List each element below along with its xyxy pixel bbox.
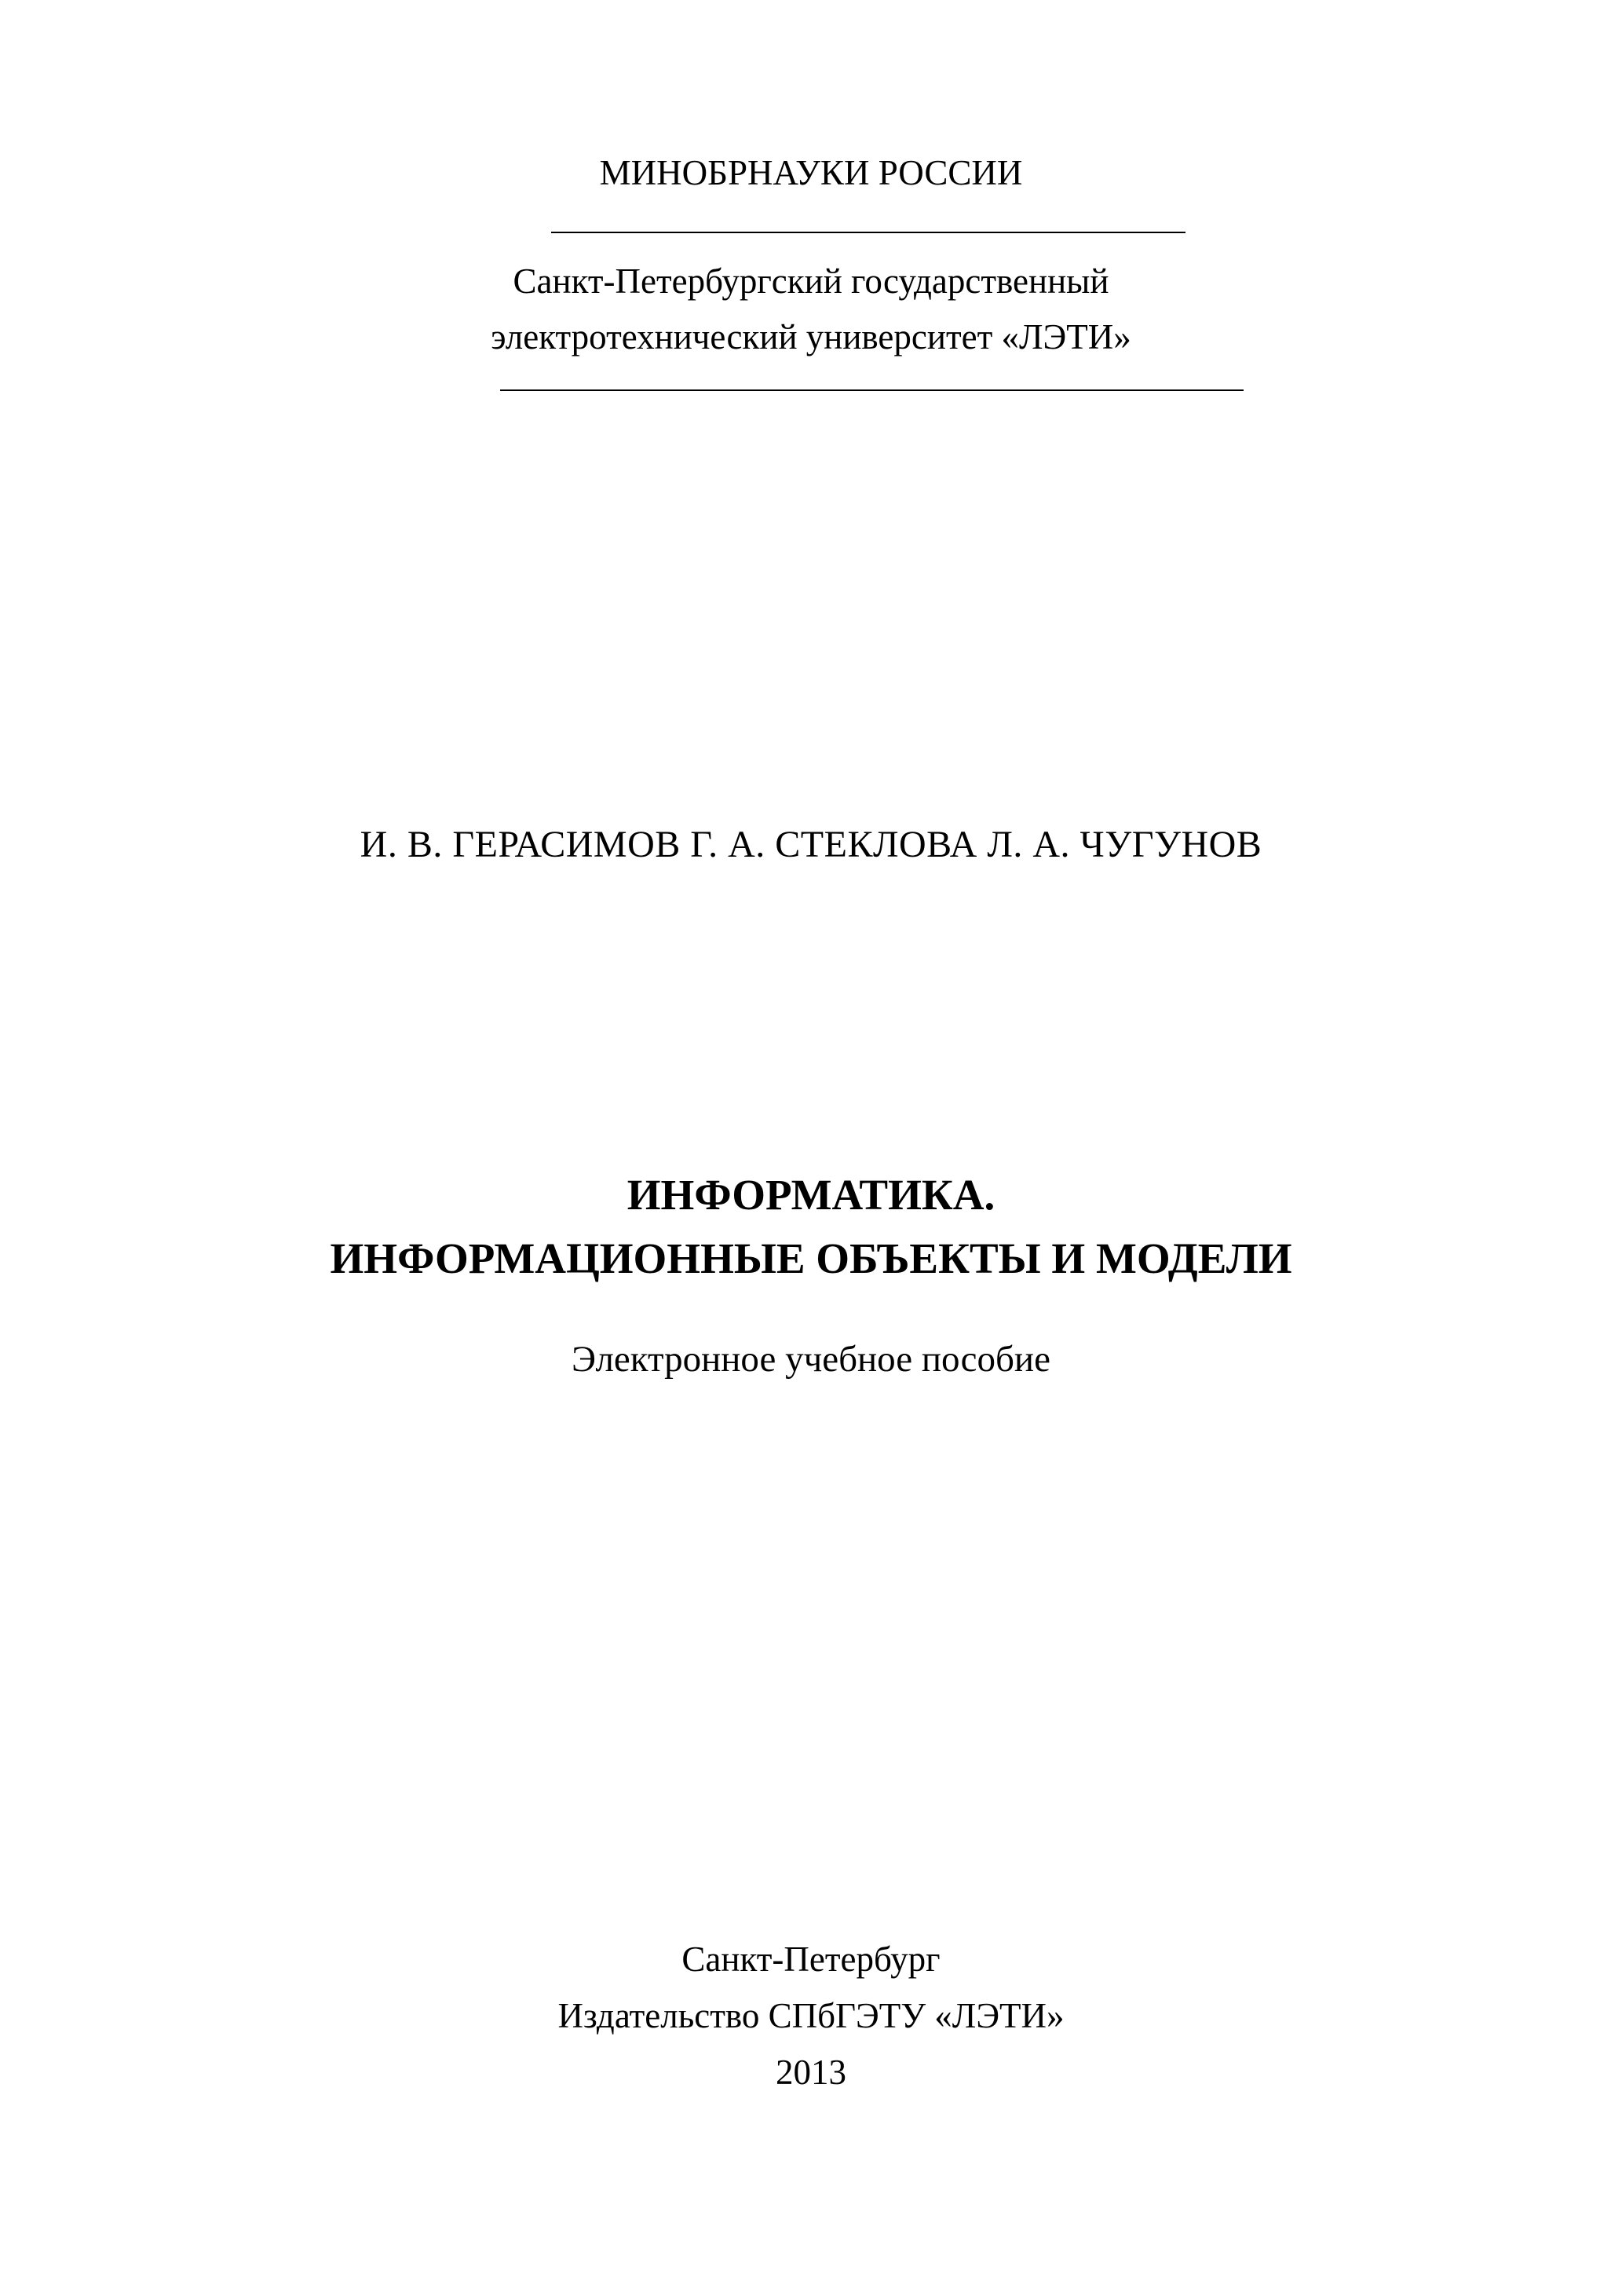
imprint-year: 2013 — [776, 2053, 846, 2092]
divider-top — [551, 232, 1185, 233]
university-name-line-1: Санкт-Петербургский государственный — [513, 261, 1109, 301]
divider-bottom — [500, 389, 1244, 391]
title-line-1: ИНФОРМАТИКА. — [627, 1171, 995, 1219]
imprint-publisher: Издательство СПбГЭТУ «ЛЭТИ» — [557, 1996, 1065, 2035]
university-name-line-2: электротехнический университет «ЛЭТИ» — [491, 317, 1131, 356]
subtitle: Электронное учебное пособие — [572, 1339, 1050, 1380]
title-line-2: ИНФОРМАЦИОННЫЕ ОБЪЕКТЫ И МОДЕЛИ — [330, 1234, 1292, 1282]
ministry-name: МИНОБРНАУКИ РОССИИ — [599, 153, 1023, 192]
imprint-city: Санкт-Петербург — [681, 1940, 941, 1979]
authors: И. В. ГЕРАСИМОВ Г. А. СТЕКЛОВА Л. А. ЧУГУНОВ — [360, 824, 1262, 865]
